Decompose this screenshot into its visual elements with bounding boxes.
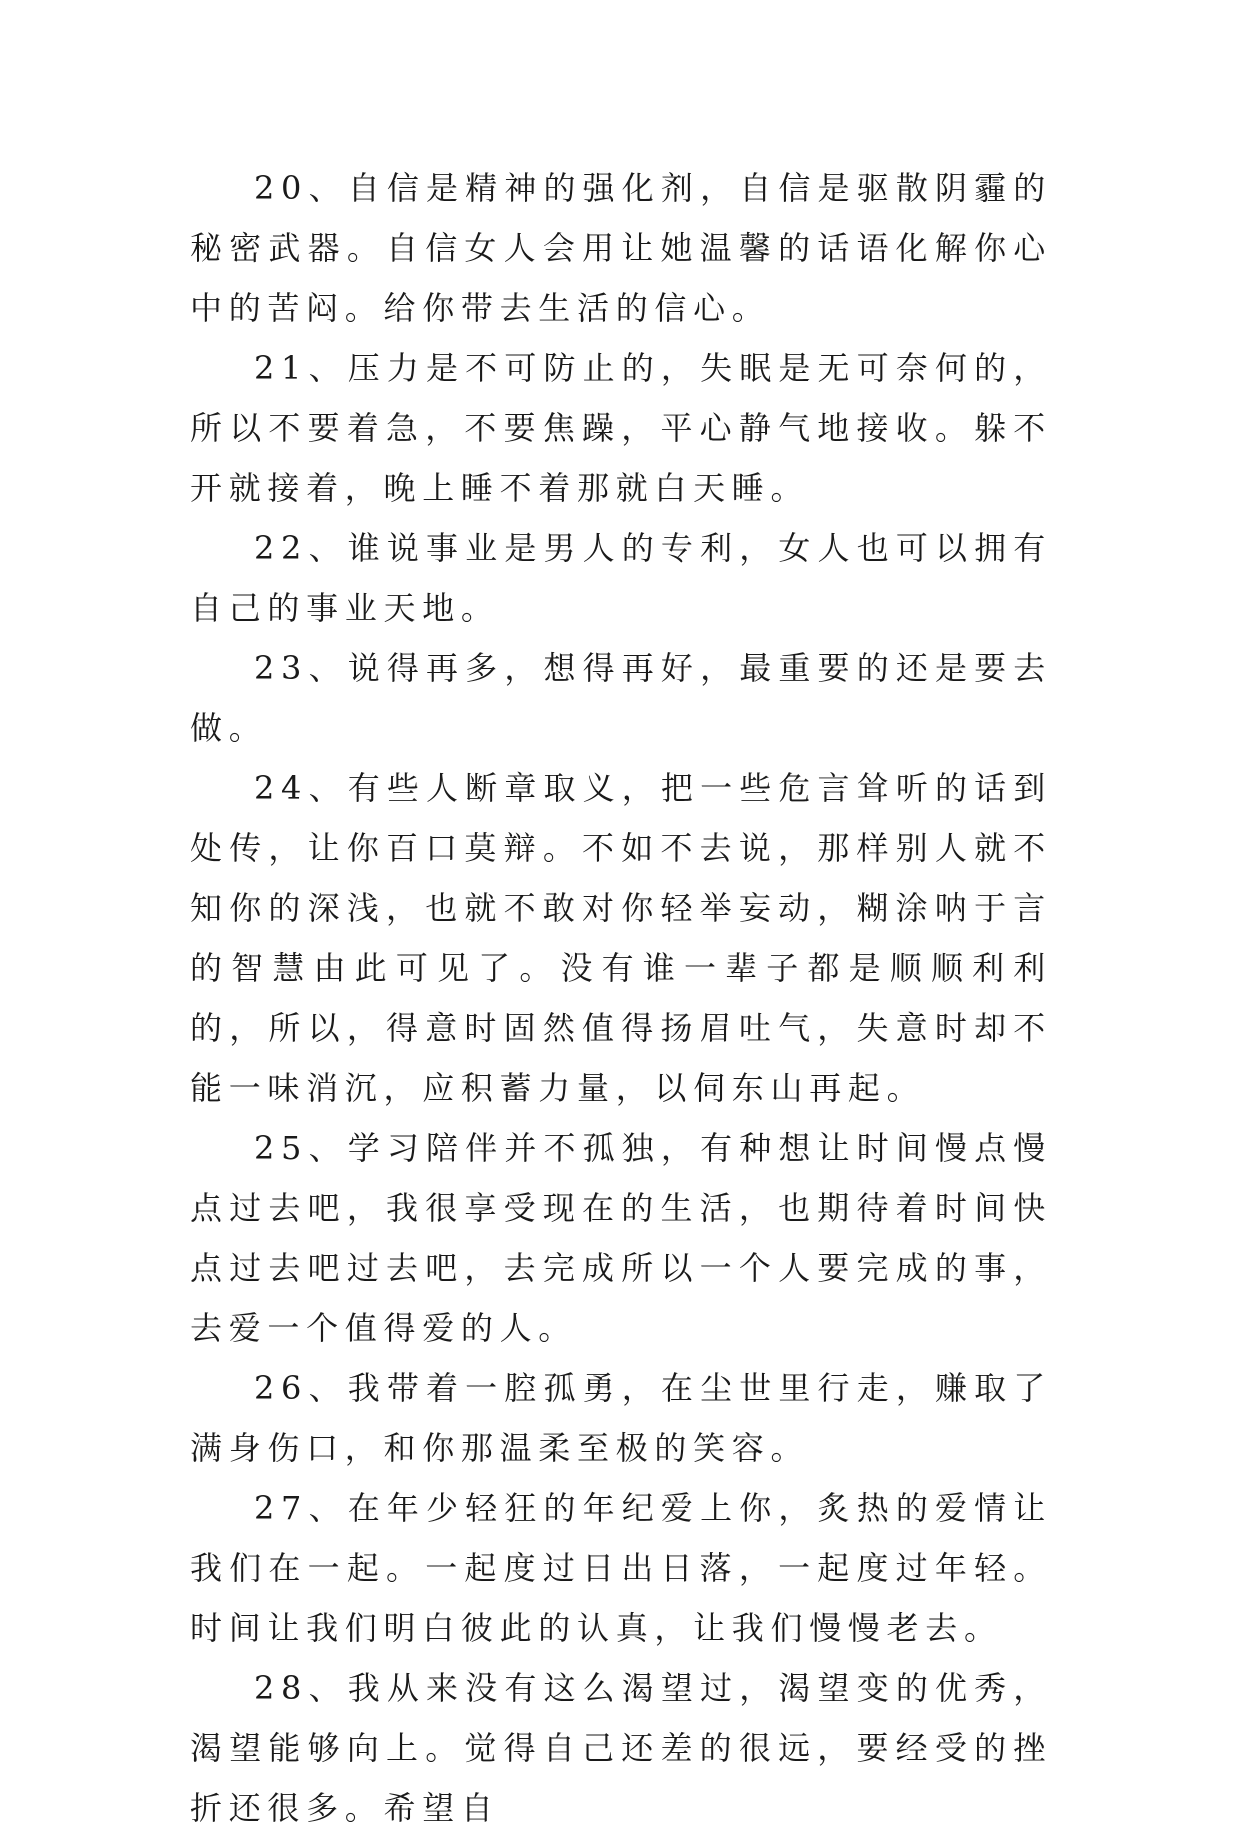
paragraph-21: 21、压力是不可防止的，失眠是无可奈何的，所以不要着急，不要焦躁，平心静气地接收。躲不开就接着，晚上睡不着那就白天睡。 (190, 349, 1052, 507)
paragraph-20: 20、自信是精神的强化剂，自信是驱散阴霾的秘密武器。自信女人会用让她温馨的话语化解你心中的苦闷。给你带去生活的信心。 (190, 169, 1052, 327)
paragraph-28: 28、我从来没有这么渴望过，渴望变的优秀，渴望能够向上。觉得自己还差的很远，要经受的挫折还很多。希望自 (190, 1669, 1052, 1827)
paragraph-23: 23、说得再多，想得再好，最重要的还是要去做。 (190, 649, 1052, 747)
document-body (190, 158, 1052, 1838)
paragraph-24: 24、有些人断章取义，把一些危言耸听的话到处传，让你百口莫辩。不如不去说，那样别人就不知你的深浅，也就不敢对你轻举妄动，糊涂呐于言的智慧由此可见了。没有谁一辈子都是顺顺利利的，所以，得意时固然值得扬眉吐气，失意时却不能一味消沉，应积蓄力量，以伺东山再起。 (190, 769, 1052, 1107)
paragraph-26: 26、我带着一腔孤勇，在尘世里行走，赚取了满身伤口，和你那温柔至极的笑容。 (190, 1369, 1052, 1467)
paragraph-22: 22、谁说事业是男人的专利，女人也可以拥有自己的事业天地。 (190, 529, 1052, 627)
paragraph-27: 27、在年少轻狂的年纪爱上你，炙热的爱情让我们在一起。一起度过日出日落，一起度过年轻。时间让我们明白彼此的认真，让我们慢慢老去。 (190, 1489, 1052, 1647)
paragraph-25: 25、学习陪伴并不孤独，有种想让时间慢点慢点过去吧，我很享受现在的生活，也期待着时间快点过去吧过去吧，去完成所以一个人要完成的事，去爱一个值得爱的人。 (190, 1129, 1052, 1347)
